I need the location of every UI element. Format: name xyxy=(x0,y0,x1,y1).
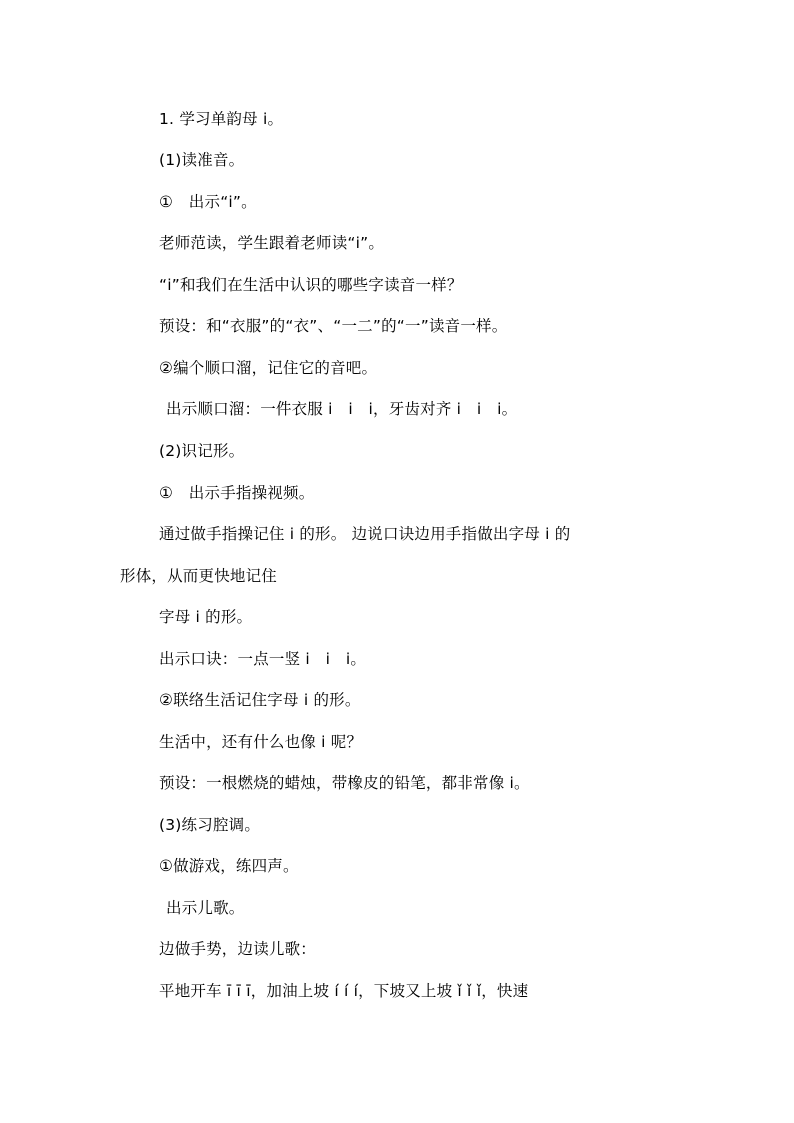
section-recognize-shape: (2)识记形。 xyxy=(159,442,245,460)
paragraph: ①做游戏，练四声。 xyxy=(159,857,299,875)
paragraph: 出示儿歌。 xyxy=(166,899,245,917)
paragraph: 形体，从而更快地记住 xyxy=(120,567,278,585)
paragraph: ②联络生活记住字母 i 的形。 xyxy=(159,691,361,709)
paragraph: 预设：和“衣服”的“衣”、“一二”的“一”读音一样。 xyxy=(159,317,508,335)
paragraph: 字母 i 的形。 xyxy=(159,608,253,626)
paragraph: 出示口诀：一点一竖 i i i。 xyxy=(159,650,367,668)
paragraph: 生活中，还有什么也像 i 呢？ xyxy=(159,733,363,751)
paragraph: ① 出示“i”。 xyxy=(159,193,257,211)
paragraph: ① 出示手指操视频。 xyxy=(159,484,315,502)
paragraph: 老师范读，学生跟着老师读“i”。 xyxy=(159,234,385,252)
paragraph: 边做手势，边读儿歌： xyxy=(159,940,317,958)
paragraph: 通过做手指操记住 i 的形。 边说口诀边用手指做出字母 i 的 xyxy=(159,525,571,543)
paragraph: “i”和我们在生活中认识的哪些字读音一样？ xyxy=(159,276,463,294)
paragraph: 出示顺口溜：一件衣服 i i i，牙齿对齐 i i i。 xyxy=(166,400,518,418)
paragraph: 平地开车 ī ī ī，加油上坡 í í í，下坡又上坡 ǐ ǐ ǐ，快速 xyxy=(159,982,529,1000)
heading-learn-vowel-i: 1. 学习单韵母 i。 xyxy=(159,110,284,128)
section-practice-tones: (3)练习腔调。 xyxy=(159,816,261,834)
paragraph: 预设：一根燃烧的蜡烛，带橡皮的铅笔，都非常像 i。 xyxy=(159,774,530,792)
paragraph: ②编个顺口溜，记住它的音吧。 xyxy=(159,359,378,377)
section-read-pronunciation: (1)读准音。 xyxy=(159,151,245,169)
